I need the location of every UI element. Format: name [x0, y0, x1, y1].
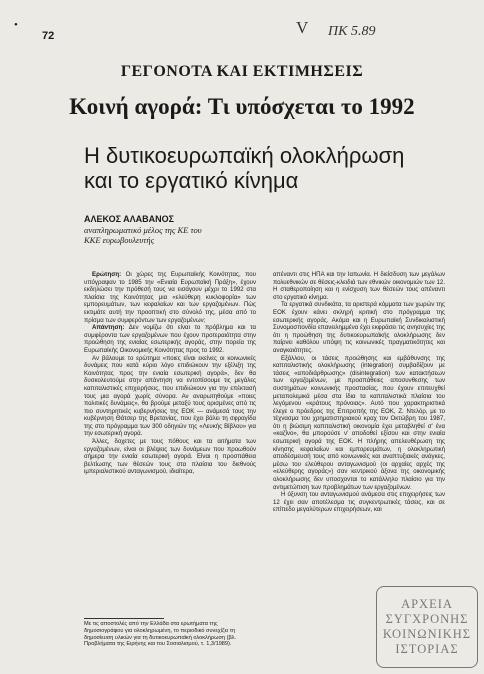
stamp-line: ΣΥΓΧΡΟΝΗΣ — [385, 612, 469, 626]
archive-stamp — [376, 586, 478, 668]
author-role: αναπληρωματικό μέλος της ΚΕ του ΚΚΕ ευρωβουλευτής — [84, 225, 202, 245]
paragraph — [273, 271, 445, 301]
left-column — [84, 271, 256, 476]
paragraph-text: Οι χώρες της Ευρωπαϊκής Κοινότητας, που υπόγραψαν το 1985 την «Ενιαία Ευρωπαϊκή Πράξη», έχουν εκδηλώσει την πρόθεσή τους να εισάγουν μέχρι το 1992 στα πλαίσια της Κοινότητας μια «ελεύθερη κυκλοφορία» των εμπορευμάτων, των κεφαλαίων και των εργαζομένων. Πώς εκτιμάτε αυτή την προοπτική στο σύνολό της, μέσα από το πρίσμα των συμφερόντων των εργαζομένων; — [84, 271, 256, 324]
article-title-line-2: και το εργατικό κίνημα — [84, 168, 299, 193]
stamp-line: ΑΡΧΕΙΑ — [401, 597, 453, 611]
margin-mark: • — [14, 19, 18, 31]
handwritten-note: ΠΚ 5.89 — [328, 24, 376, 39]
paragraph — [84, 271, 256, 324]
paragraph — [84, 355, 256, 439]
handwritten-check-mark: V — [296, 18, 309, 37]
paragraph — [84, 438, 256, 476]
footnote: Με τις αποστολές από την Ελλάδα στα ερωτήματα της δημοσιογράφου για ολοκληρωμένη, το περιοδικό συνεχίζει τη δημοσίευση υλικών για τη δυτικοευρωπαϊκή ολοκλήρωση (βλ. Προβλήματα της Ειρήνης και του Σοσιαλισμού, τ. 1,3/1989). — [84, 621, 237, 648]
author-name: ΑΛΕΚΟΣ ΑΛΑΒΑΝΟΣ — [84, 214, 175, 224]
paragraph — [84, 324, 256, 354]
headline: Κοινή αγορά: Τι υπόσχεται το 1992 — [69, 94, 415, 119]
paragraph — [273, 491, 445, 514]
footnote-divider — [84, 618, 164, 619]
paragraph-text: Εξάλλου, οι τάσεις προώθησης και εμβάθυνσης της καπιταλιστικής ολοκλήρωσης (integration) συμβαδίζουν με τάσεις «αποδιάρθρωσης» (disintegration) των κατακτήσεων των εργαζομένων, με προσπάθειες αποσυνθεσης των συστημάτων κοινωνικής προστασίας, που έχουν επιτευχθεί μεταπολεμικά μέσα στα ίδια τα καπιταλιστικά πλαίσια του λεγόμενου «κράτους πρόνοιας». Αυτό που χαρακτηριστικά έλεγε ο πρόεδρος της Επιτροπής της ΕΟΚ, Ζ. Ντελόρ, με το τέχνασμα του χρηματιστηριακού κραχ τον Οκτώβρη του 1987, ότι η βιώσιμη καπιταλιστική οικονομία έχει μεταβληθεί σ' ένα «καζίνο», θα μπορούσε ν' αποδοθεί εξίσου και στην ενιαία εσωτερική αγορά της ΕΟΚ. Η πλήρης απελευθέρωση της κίνησης κεφαλαίων και εμπορευμάτων, η ολοκληρωτική αποδέσμευσή τους από κοινωνικές και αναπτυξιακές ανάγκες, μέσω του ελεύθερου ανταγωνισμού (οι αρχαίες αρχές της «ελεύθερης αγοράς») σαν κεντρικού άξονα της οικονομικής ολοκλήρωσης δεν υποσχονται το κατάλληλο πλαίσιο για την αντιμετώπιση των προβλημάτων των εργαζομένων. — [273, 354, 445, 491]
paragraph-text: Τα εργατικά συνδικάτα, τα αριστερά κόμματα των χωρών της ΕΟΚ έχουν κάνει σκληρή κριτική στο πρόγραμμα της εσωτερικής αγοράς. Ακόμα και η Ευρωπαϊκή Συνδικαλιστική Συνομοσπονδία επανειλημμένα έχει εκφράσει τις ανησυχίες της ότι η προώθηση της δυτικοευρωπαϊκής ολοκλήρωσης δεν παίρνει καθόλου υπόψη τις κοινωνικές πραγματικότητες και αναγκαιότητες. — [273, 301, 445, 354]
paragraph-text: Αν βάλουμε το ερώτημα «ποιες είναι εκείνες οι κοινωνικές δυνάμεις που κατά κύριο λόγο επιδιώκουν την εξέλιξη της Κοινότητας προς την ενιαία εσωτερική αγορά», δεν θα δυσκολευτούμε στην απάντηση να εντοπίσουμε τις μεγάλες καπιταλιστικές επιχειρήσεις, που επιδιώκουν για την επέκτασή τους μια αγορά χωρίς σύνορα. Αν αναρωτηθούμε «ποιες πολιτικές δυνάμεις», θα βρούμε μεταξύ τους ορισμένες από τις πιο συντηρητικές κυβερνήσεις της ΕΟΚ — ανάμεσά τους την κυβέρνηση Θάτσερ της Βρετανίας, που έχει βάλει τη σφραγίδα της στο πρόγραμμα των 300 οδηγιών της «Λευκής Βίβλου» για την εσωτερική αγορά. — [84, 354, 256, 438]
page-number: 72 — [42, 30, 55, 42]
section-heading: ΓΕΓΟΝΟΤΑ ΚΑΙ ΕΚΤΙΜΗΣΕΙΣ — [120, 63, 364, 80]
paragraph-text: απέναντι στις ΗΠΑ και την Ιαπωνία. Η διείσδυση των μεγάλων πολυεθνικών σε θέσεις-κλειδιά των εθνικών οικονομιών των 12. Η σταθεροποίηση και η ενίσχυση των θέσεών τους απέναντι στο εργατικό κίνημα. — [273, 271, 445, 301]
paragraph — [273, 301, 445, 354]
paragraph-text: Δεν νομίζω ότι είναι το πρόβλημα και τα συμφέροντα των εργαζομένων που έχουν προτεραιότητα στην προώθηση της ενιαίας εσωτερικής αγοράς, στην πορεία της Ευρωπαϊκής Οικονομικής Κοινότητας προς το 1992. — [84, 324, 256, 354]
paragraph-text: Η όξυνση του ανταγωνισμού ανάμεσα στις επιχειρήσεις των 12 έχει σαν αποτέλεσμα τις συγκεντρωτικές τάσεις, και σε επίπεδο μεγαλύτερων επιχειρήσεων, και — [273, 491, 445, 514]
paragraph — [273, 355, 445, 492]
article-title-line-1: Η δυτικοευρωπαϊκή ολοκλήρωση — [84, 143, 405, 168]
article-title — [84, 143, 404, 193]
paragraph-lead: Ερώτηση: — [92, 271, 122, 278]
stamp-line: ΚΟΙΝΩΝΙΚΗΣ — [382, 627, 472, 641]
paragraph-text: Άλλες, δοχετες με τους πόθους και τα αιτήματα των εργαζομένων, είναι οι βλέψεις των δυνάμεων που προωθούν σήμερα την ενιαία εσωτερική αγορά. Είναι η προσπάθεια βελτίωσης των θέσεών τους στα πλαίσια του διεθνούς ιμπεριαλιστικού ανταγωνισμού, ιδιαίτερα, — [84, 438, 256, 476]
right-column — [273, 271, 445, 514]
paragraph-lead: Απάντηση: — [92, 324, 125, 332]
stamp-line: ΙΣΤΟΡΙΑΣ — [395, 642, 459, 656]
